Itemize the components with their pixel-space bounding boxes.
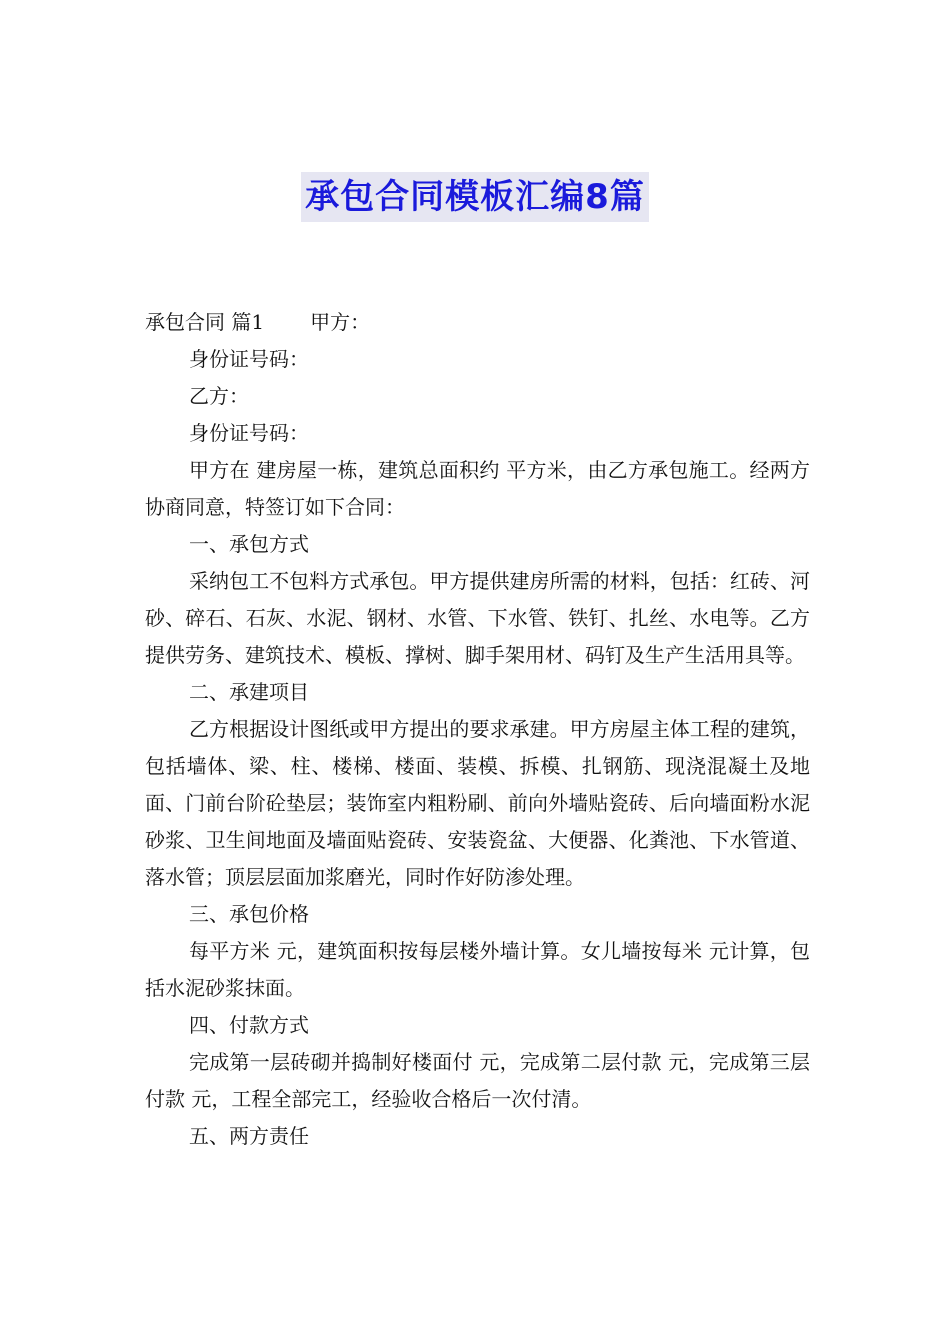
document-body (145, 304, 810, 1155)
section-heading-2: 二、承建项目 (189, 680, 309, 704)
section-heading-5: 五、两方责任 (189, 1124, 309, 1148)
paragraph-section-3: 每平方米 元，建筑面积按每层楼外墙计算。女儿墙按每米 元计算，包括水泥砂浆抹面。 (145, 939, 810, 1000)
title-container (0, 172, 950, 222)
heading-line (145, 304, 810, 341)
section-heading-1: 一、承包方式 (189, 532, 309, 556)
section-heading-4: 四、付款方式 (189, 1013, 309, 1037)
paragraph-section-1: 采纳包工不包料方式承包。甲方提供建房所需的材料，包括：红砖、河砂、碎石、石灰、水泥、钢材、水管、下水管、铁钉、扎丝、水电等。乙方提供劳务、建筑技术、模板、撑树、脚手架用材、码钉及生产生活用具等。 (145, 569, 810, 667)
paragraph-intro: 甲方在 建房屋一栋，建筑总面积约 平方米，由乙方承包施工。经两方协商同意，特签订如下合同： (145, 458, 810, 519)
paragraph-section-2: 乙方根据设计图纸或甲方提出的要求承建。甲方房屋主体工程的建筑，包括墙体、梁、柱、楼梯、楼面、装模、拆模、扎钢筋、现浇混凝土及地面、门前台阶砼垫层；装饰室内粗粉刷、前向外墙贴瓷砖、后向墙面粉水泥砂浆、卫生间地面及墙面贴瓷砖、安装瓷盆、大便器、化粪池、下水管道、落水管；顶层层面加浆磨光，同时作好防渗处理。 (145, 717, 810, 889)
party-a-label: 甲方： (310, 310, 371, 334)
paragraph-id-number-b: 身份证号码： (189, 421, 309, 445)
paragraph-section-4: 完成第一层砖砌并捣制好楼面付 元，完成第二层付款 元，完成第三层付款 元，工程全部完工，经验收合格后一次付清。 (145, 1050, 810, 1111)
contract-label: 承包合同 篇1 (145, 310, 265, 334)
paragraph-id-number-a: 身份证号码： (189, 347, 309, 371)
section-heading-3: 三、承包价格 (189, 902, 309, 926)
paragraph-party-b: 乙方： (189, 384, 249, 408)
document-title: 承包合同模板汇编8篇 (301, 172, 649, 222)
